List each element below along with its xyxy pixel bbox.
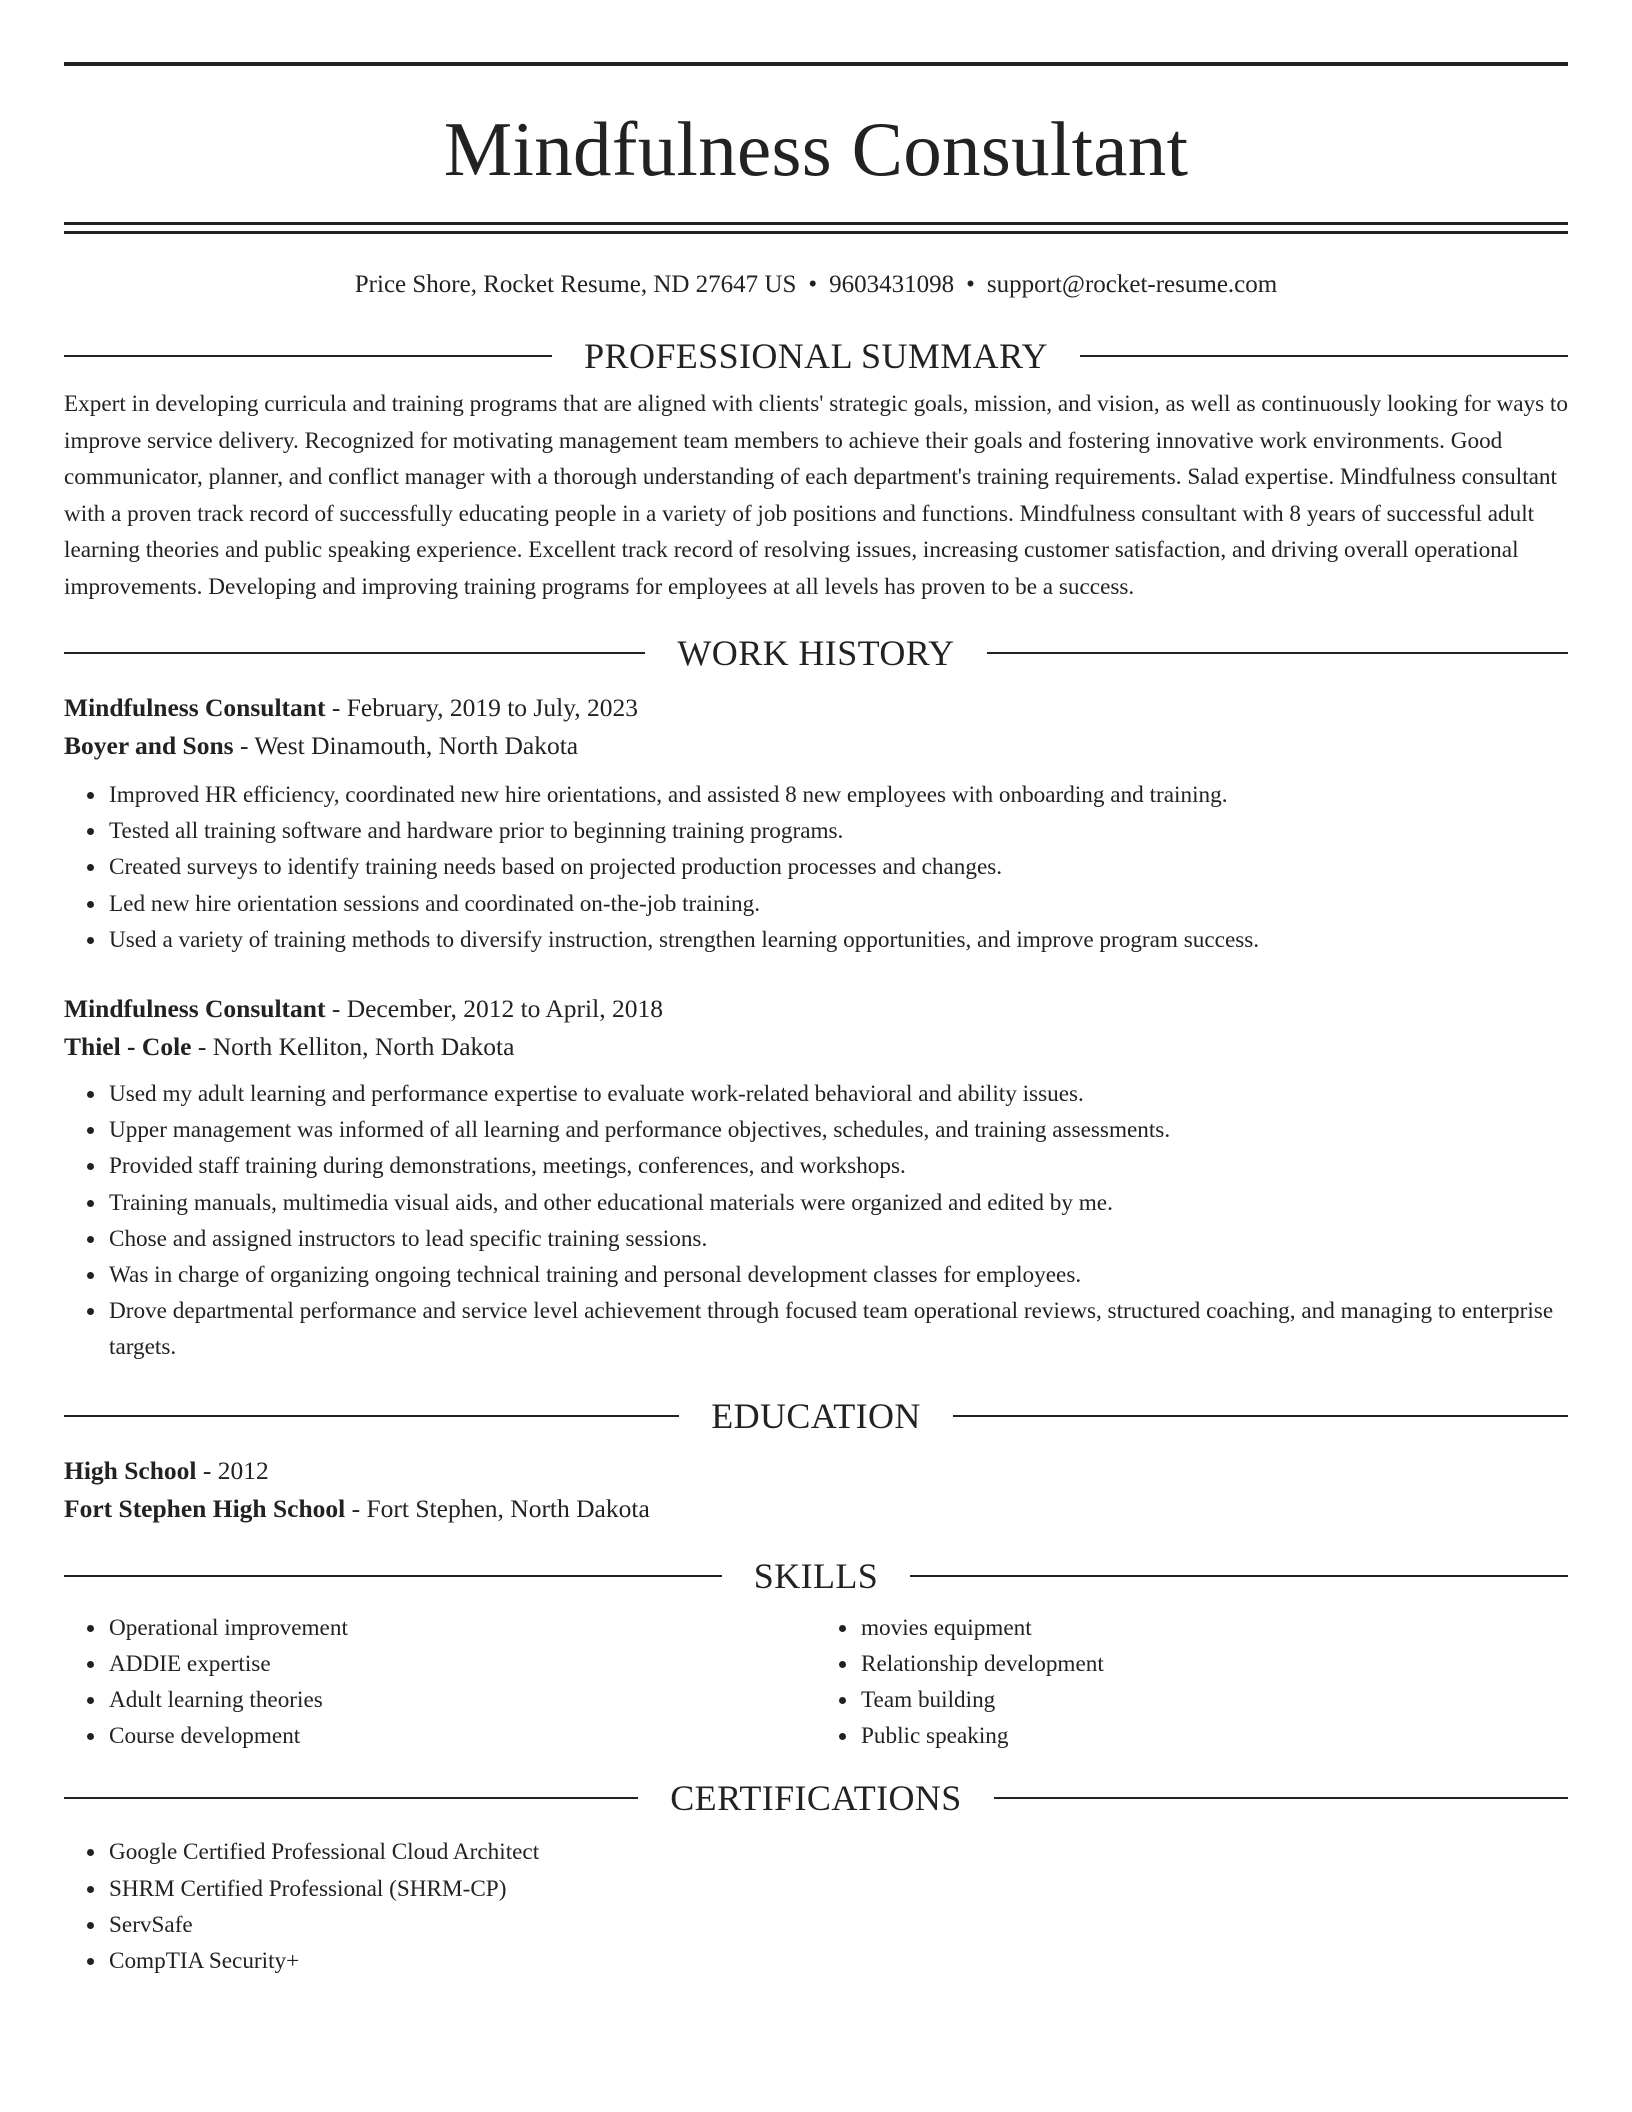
skill-item: • Operational improvement [107, 1610, 816, 1646]
heading-rule [910, 1575, 1568, 1577]
job-bullet: • Was in charge of organizing ongoing technical training and personal development classes for employees. [107, 1257, 1568, 1293]
job-entry [64, 990, 1568, 1366]
job-bullet: • Improved HR efficiency, coordinated new hire orientations, and assisted 8 new employees with onboarding and training. [107, 777, 1568, 813]
candidate-name: Mindfulness Consultant [443, 106, 1189, 192]
job-bullet: • Upper management was informed of all learning and performance objectives, schedules, and training assessments. [107, 1112, 1568, 1148]
job-bullet: • Used a variety of training methods to diversify instruction, strengthen learning opportunities, and improve program success. [107, 922, 1568, 958]
skill-item: • Relationship development [859, 1646, 1568, 1682]
job-entry [64, 689, 1568, 958]
education-entry [64, 1452, 1568, 1528]
section-title: SKILLS [753, 1555, 879, 1596]
heading-rule [987, 652, 1568, 654]
job-bullet: • Created surveys to identify training needs based on projected production processes and changes. [107, 849, 1568, 885]
job-bullet: • Training manuals, multimedia visual aids, and other educational materials were organized and edited by me. [107, 1185, 1568, 1221]
heading-rule [64, 652, 645, 654]
double-rule [64, 222, 1568, 234]
job-dates: - February, 2019 to July, 2023 [325, 693, 639, 722]
certification-item: • SHRM Certified Professional (SHRM-CP) [107, 1871, 1568, 1907]
contact-separator: • [808, 271, 818, 298]
contact-email[interactable]: support@rocket-resume.com [986, 271, 1278, 298]
education-location: - Fort Stephen, North Dakota [345, 1493, 650, 1523]
job-title: Mindfulness Consultant [64, 994, 326, 1024]
skills-grid [64, 1610, 1568, 1755]
education-school-line [64, 1490, 1568, 1528]
job-title: Mindfulness Consultant [64, 693, 326, 722]
contact-phone[interactable]: 9603431098 [829, 271, 955, 298]
job-title-line [64, 689, 1568, 727]
section-title: PROFESSIONAL SUMMARY [584, 336, 1048, 376]
job-company: Boyer and Sons [64, 731, 234, 760]
job-title-line [64, 990, 1568, 1028]
skill-item: • ADDIE expertise [107, 1646, 816, 1682]
job-bullet: • Chose and assigned instructors to lead specific training sessions. [107, 1221, 1568, 1257]
heading-rule [994, 1797, 1568, 1799]
skill-item: • Course development [107, 1718, 816, 1754]
section-heading-summary [64, 334, 1568, 378]
education-degree: High School [64, 1455, 197, 1485]
job-company: Thiel - Cole [64, 1032, 192, 1062]
skills-column-left [64, 1610, 816, 1755]
skill-item: • movies equipment [859, 1610, 1568, 1646]
skill-item: • Team building [859, 1682, 1568, 1718]
skills-column-right [816, 1610, 1568, 1755]
certification-item: • Google Certified Professional Cloud Architect [107, 1834, 1568, 1870]
certification-item: • CompTIA Security+ [107, 1943, 1568, 1979]
certification-item: • ServSafe [107, 1907, 1568, 1943]
job-bullet: • Drove departmental performance and service level achievement through focused team operational reviews, structured coaching, and managing to enterprise targets. [107, 1293, 1568, 1365]
section-heading-education [64, 1394, 1568, 1438]
education-year: - 2012 [196, 1455, 269, 1485]
job-bullet: • Led new hire orientation sessions and coordinated on-the-job training. [107, 886, 1568, 922]
education-degree-line [64, 1452, 1568, 1490]
heading-rule [64, 1797, 638, 1799]
certifications-list [64, 1834, 1568, 1979]
job-bullets [64, 1076, 1568, 1366]
section-title: WORK HISTORY [677, 633, 955, 673]
section-heading-skills [64, 1554, 1568, 1598]
heading-rule [953, 1415, 1568, 1417]
skill-item: • Adult learning theories [107, 1682, 816, 1718]
heading-rule [64, 1575, 722, 1577]
job-company-line [64, 727, 1568, 765]
heading-rule [64, 1415, 679, 1417]
section-title: EDUCATION [711, 1395, 921, 1436]
heading-rule [64, 355, 552, 357]
education-school: Fort Stephen High School [64, 1493, 346, 1523]
job-location: - West Dinamouth, North Dakota [233, 731, 579, 760]
section-heading-certifications [64, 1776, 1568, 1820]
job-bullets [64, 777, 1568, 958]
contact-line [64, 268, 1568, 302]
job-bullet: • Tested all training software and hardware prior to beginning training programs. [107, 813, 1568, 849]
section-heading-work [64, 631, 1568, 675]
heading-rule [1080, 355, 1568, 357]
top-rule [64, 62, 1568, 66]
section-title: CERTIFICATIONS [670, 1778, 962, 1819]
job-bullet: • Provided staff training during demonstrations, meetings, conferences, and workshops. [107, 1148, 1568, 1184]
contact-separator: • [966, 271, 975, 298]
job-company-line [64, 1028, 1568, 1066]
summary-paragraph: Expert in developing curricula and training programs that are aligned with clients' strategic goals, mission, and vision, as well as continuously looking for ways to improve service delivery. Recognized for motivating management team members to achieve their goals and fostering innovative work environments. Good communicator, planner, and conflict manager with a thorough understanding of each department's training requirements. Salad expertise. Mindfulness consultant with a proven track record of successfully educating people in a variety of job positions and functions. Mindfulness consultant with 8 years of successful adult learning theories and public speaking experience. Excellent track record of resolving issues, increasing customer satisfaction, and driving overall operational improvements. Developing and improving training programs for employees at all levels has proven to be a success. [64, 391, 1568, 600]
job-location: - North Kelliton, North Dakota [191, 1032, 515, 1062]
job-dates: - December, 2012 to April, 2018 [325, 994, 663, 1024]
job-bullet: • Used my adult learning and performance expertise to evaluate work-related behavioral and ability issues. [107, 1076, 1568, 1112]
contact-address: Price Shore, Rocket Resume, ND 27647 US [354, 271, 797, 298]
skill-item: • Public speaking [859, 1718, 1568, 1754]
